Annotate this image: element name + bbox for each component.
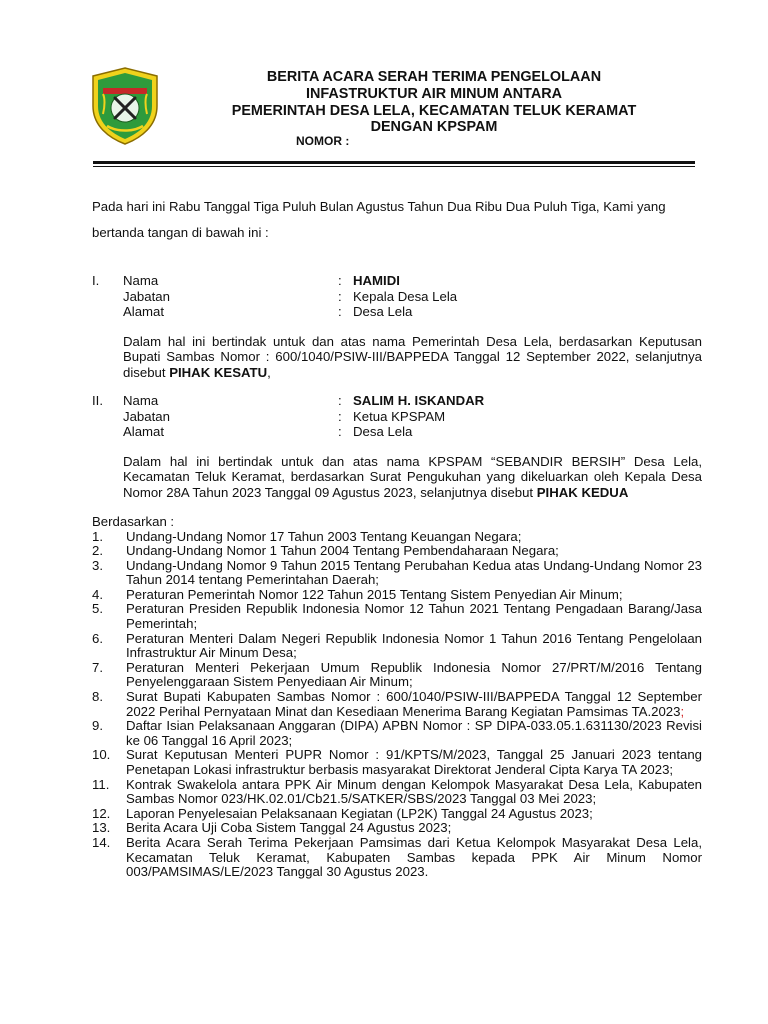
list-item-text bbox=[126, 602, 702, 631]
party-first-address: Desa Lela bbox=[353, 304, 413, 319]
list-item-main: Laporan Penyelesaian Pelaksanaan Kegiatan (LP2K) Tanggal 24 Agustus 2023; bbox=[126, 805, 593, 821]
party-second bbox=[92, 393, 702, 500]
list-item-text bbox=[126, 632, 702, 661]
party-first bbox=[92, 273, 702, 380]
list-item-text bbox=[126, 807, 702, 822]
list-item bbox=[92, 821, 702, 836]
title-line-1: BERITA ACARA SERAH TERIMA PENGELOLAAN bbox=[266, 69, 602, 85]
field-colon: : bbox=[338, 288, 342, 304]
party-second-row bbox=[92, 409, 702, 425]
list-item-main: Surat Keputusan Menteri PUPR Nomor : 91/KPTS/M/2023, Tanggal 25 Januari 2023 tentang Penetapan Lokasi infrastruktur berbasis masyarakat Direktorat Jenderal Cipta Karya TA 2023; bbox=[126, 747, 702, 777]
basis-heading: Berdasarkan : bbox=[92, 514, 175, 529]
document-body bbox=[92, 194, 702, 880]
party-first-position: Kepala Desa Lela bbox=[353, 288, 458, 304]
party-number: I. bbox=[92, 273, 100, 288]
party-designation: PIHAK KESATU bbox=[169, 364, 268, 380]
list-item-text bbox=[126, 748, 702, 777]
list-item-text bbox=[126, 559, 702, 588]
field-label: Nama bbox=[123, 273, 159, 288]
party-first-row bbox=[92, 304, 702, 320]
list-item-number: 8. bbox=[92, 689, 103, 705]
list-item-text bbox=[126, 719, 702, 748]
field-label: Alamat bbox=[123, 424, 165, 439]
list-item-main: Peraturan Pemerintah Nomor 122 Tahun 2015 Tentang Sistem Penyedian Air Minum; bbox=[126, 586, 623, 602]
list-item-text bbox=[126, 821, 702, 836]
basis-list bbox=[92, 530, 702, 880]
field-label: Jabatan bbox=[123, 288, 170, 304]
list-item-main: Peraturan Menteri Pekerjaan Umum Republik Indonesia Nomor 27/PRT/M/2016 Tentang Penyelenggaraan Sistem Penyediaan Air Minum; bbox=[126, 659, 702, 690]
list-item-main: Undang-Undang Nomor 9 Tahun 2015 Tentang Perubahan Kedua atas Undang-Undang Nomor 23 Tahun 2014 tentang Pemerintahan Daerah; bbox=[126, 557, 702, 588]
list-item-number: 10. bbox=[92, 747, 111, 763]
list-item-text bbox=[126, 690, 702, 719]
list-item-number: 14. bbox=[92, 834, 111, 850]
description-end: , bbox=[267, 364, 271, 380]
list-item-number: 1. bbox=[92, 528, 103, 544]
list-item-main: Daftar Isian Pelaksanaan Anggaran (DIPA) APBN Nomor : SP DIPA-033.05.1.631130/2023 Revisi ke 06 Tanggal 16 April 2023; bbox=[126, 718, 702, 748]
list-item-main: Surat Bupati Kabupaten Sambas Nomor : 600/1040/PSIW-III/BAPPEDA Tanggal 12 September 2022 Perihal Pernyataan Minat dan Kesediaan Menerima Barang Kegiatan Pamsimas TA.2023 bbox=[126, 689, 702, 719]
list-item-main: Kontrak Swakelola antara PPK Air Minum dengan Kelompok Masyarakat Desa Lela, Kabupaten Sambas Nomor 023/HK.02.01/Cb21.5/SATKER/SBS/2023 Tanggal 03 Mei 2023; bbox=[126, 776, 702, 807]
list-item bbox=[92, 632, 702, 661]
list-item-number: 4. bbox=[92, 586, 103, 602]
list-item-number: 13. bbox=[92, 820, 111, 836]
list-item-tail: ; bbox=[680, 703, 685, 719]
list-item-text bbox=[126, 530, 702, 545]
list-item bbox=[92, 807, 702, 822]
party-second-name: SALIM H. ISKANDAR bbox=[353, 393, 485, 408]
list-item-main: Berita Acara Serah Terima Pekerjaan Pamsimas dari Ketua Kelompok Masyarakat Desa Lela, Kecamatan Teluk Keramat, Kabupaten Sambas kepada PPK Air Minum Nomor 003/PAMSIMAS/LE/2023 Tanggal 30 Agustus 2023. bbox=[126, 834, 702, 880]
list-item-text bbox=[126, 588, 702, 603]
list-item-number: 7. bbox=[92, 659, 103, 675]
list-item-main: Peraturan Menteri Dalam Negeri Republik Indonesia Nomor 1 Tahun 2016 Tentang Pengelolaan Infrastruktur Air Minum Desa; bbox=[126, 630, 702, 661]
list-item-main: Undang-Undang Nomor 17 Tahun 2003 Tentang Keuangan Negara; bbox=[126, 528, 522, 544]
regional-emblem-icon bbox=[89, 66, 161, 146]
field-colon: : bbox=[338, 408, 342, 424]
field-colon: : bbox=[338, 304, 342, 319]
party-number: II. bbox=[92, 393, 103, 408]
party-first-description bbox=[123, 334, 702, 381]
list-item-number: 5. bbox=[92, 601, 103, 617]
party-second-address: Desa Lela bbox=[353, 424, 413, 439]
list-item bbox=[92, 588, 702, 603]
list-item bbox=[92, 690, 702, 719]
party-second-row bbox=[92, 393, 702, 409]
list-item-number: 11. bbox=[92, 776, 110, 792]
list-item bbox=[92, 559, 702, 588]
list-item-main: Peraturan Presiden Republik Indonesia Nomor 12 Tahun 2021 Tentang Pengadaan Barang/Jasa Pemerintah; bbox=[126, 601, 702, 632]
list-item-text bbox=[126, 778, 702, 807]
list-item bbox=[92, 530, 702, 545]
list-item bbox=[92, 544, 702, 559]
field-colon: : bbox=[338, 393, 342, 408]
list-item bbox=[92, 719, 702, 748]
list-item-number: 12. bbox=[92, 805, 111, 821]
field-label: Nama bbox=[123, 393, 159, 408]
list-item-main: Berita Acara Uji Coba Sistem Tanggal 24 Agustus 2023; bbox=[126, 820, 452, 836]
list-item bbox=[92, 602, 702, 631]
list-item bbox=[92, 661, 702, 690]
party-second-description bbox=[123, 454, 702, 501]
list-item-text bbox=[126, 661, 702, 690]
nomor-label: NOMOR : bbox=[296, 134, 350, 148]
list-item bbox=[92, 836, 702, 880]
header-divider-thick bbox=[93, 161, 695, 164]
list-item bbox=[92, 748, 702, 777]
list-item-number: 6. bbox=[92, 630, 103, 646]
title-line-2: INFASTRUKTUR AIR MINUM ANTARA bbox=[305, 85, 563, 102]
field-colon: : bbox=[338, 273, 342, 288]
document-title bbox=[170, 69, 698, 136]
list-item-text bbox=[126, 544, 702, 559]
list-item-number: 9. bbox=[92, 718, 103, 734]
description-text: Dalam hal ini bertindak untuk dan atas nama Pemerintah Desa Lela, berdasarkan Keputusan Bupati Sambas Nomor : 600/1040/PSIW-III/BAPPEDA Tanggal 12 September 2022, selanjutnya disebut bbox=[123, 333, 702, 380]
field-label: Alamat bbox=[123, 304, 165, 319]
list-item-text bbox=[126, 836, 702, 880]
party-second-position: Ketua KPSPAM bbox=[353, 408, 446, 424]
party-first-row bbox=[92, 273, 702, 289]
intro-paragraph: Pada hari ini Rabu Tanggal Tiga Puluh Bulan Agustus Tahun Dua Ribu Dua Puluh Tiga, Kami yang bertanda tangan di bawah ini : bbox=[92, 199, 666, 240]
title-line-3: PEMERINTAH DESA LELA, KECAMATAN TELUK KERAMAT bbox=[231, 102, 637, 119]
list-item-main: Undang-Undang Nomor 1 Tahun 2004 Tentang Pembendaharaan Negara; bbox=[126, 543, 559, 559]
party-designation: PIHAK KEDUA bbox=[536, 484, 629, 500]
party-first-name: HAMIDI bbox=[353, 273, 400, 288]
field-label: Jabatan bbox=[123, 408, 170, 424]
description-text: Dalam hal ini bertindak untuk dan atas nama KPSPAM “SEBANDIR BERSIH” Desa Lela, Kecamatan Teluk Keramat, berdasarkan Surat Pengukuhan yang dikeluarkan oleh Kepala Desa Nomor 28A Tahun 2023 Tanggal 09 Agustus 2023, selanjutnya disebut bbox=[123, 453, 702, 500]
list-item-number: 2. bbox=[92, 543, 103, 559]
header-divider-thin bbox=[93, 166, 695, 167]
list-item-number: 3. bbox=[92, 557, 103, 573]
field-colon: : bbox=[338, 424, 342, 439]
party-first-row bbox=[92, 289, 702, 305]
title-line-4: DENGAN KPSPAM bbox=[370, 119, 498, 136]
list-item bbox=[92, 778, 702, 807]
party-second-row bbox=[92, 424, 702, 440]
